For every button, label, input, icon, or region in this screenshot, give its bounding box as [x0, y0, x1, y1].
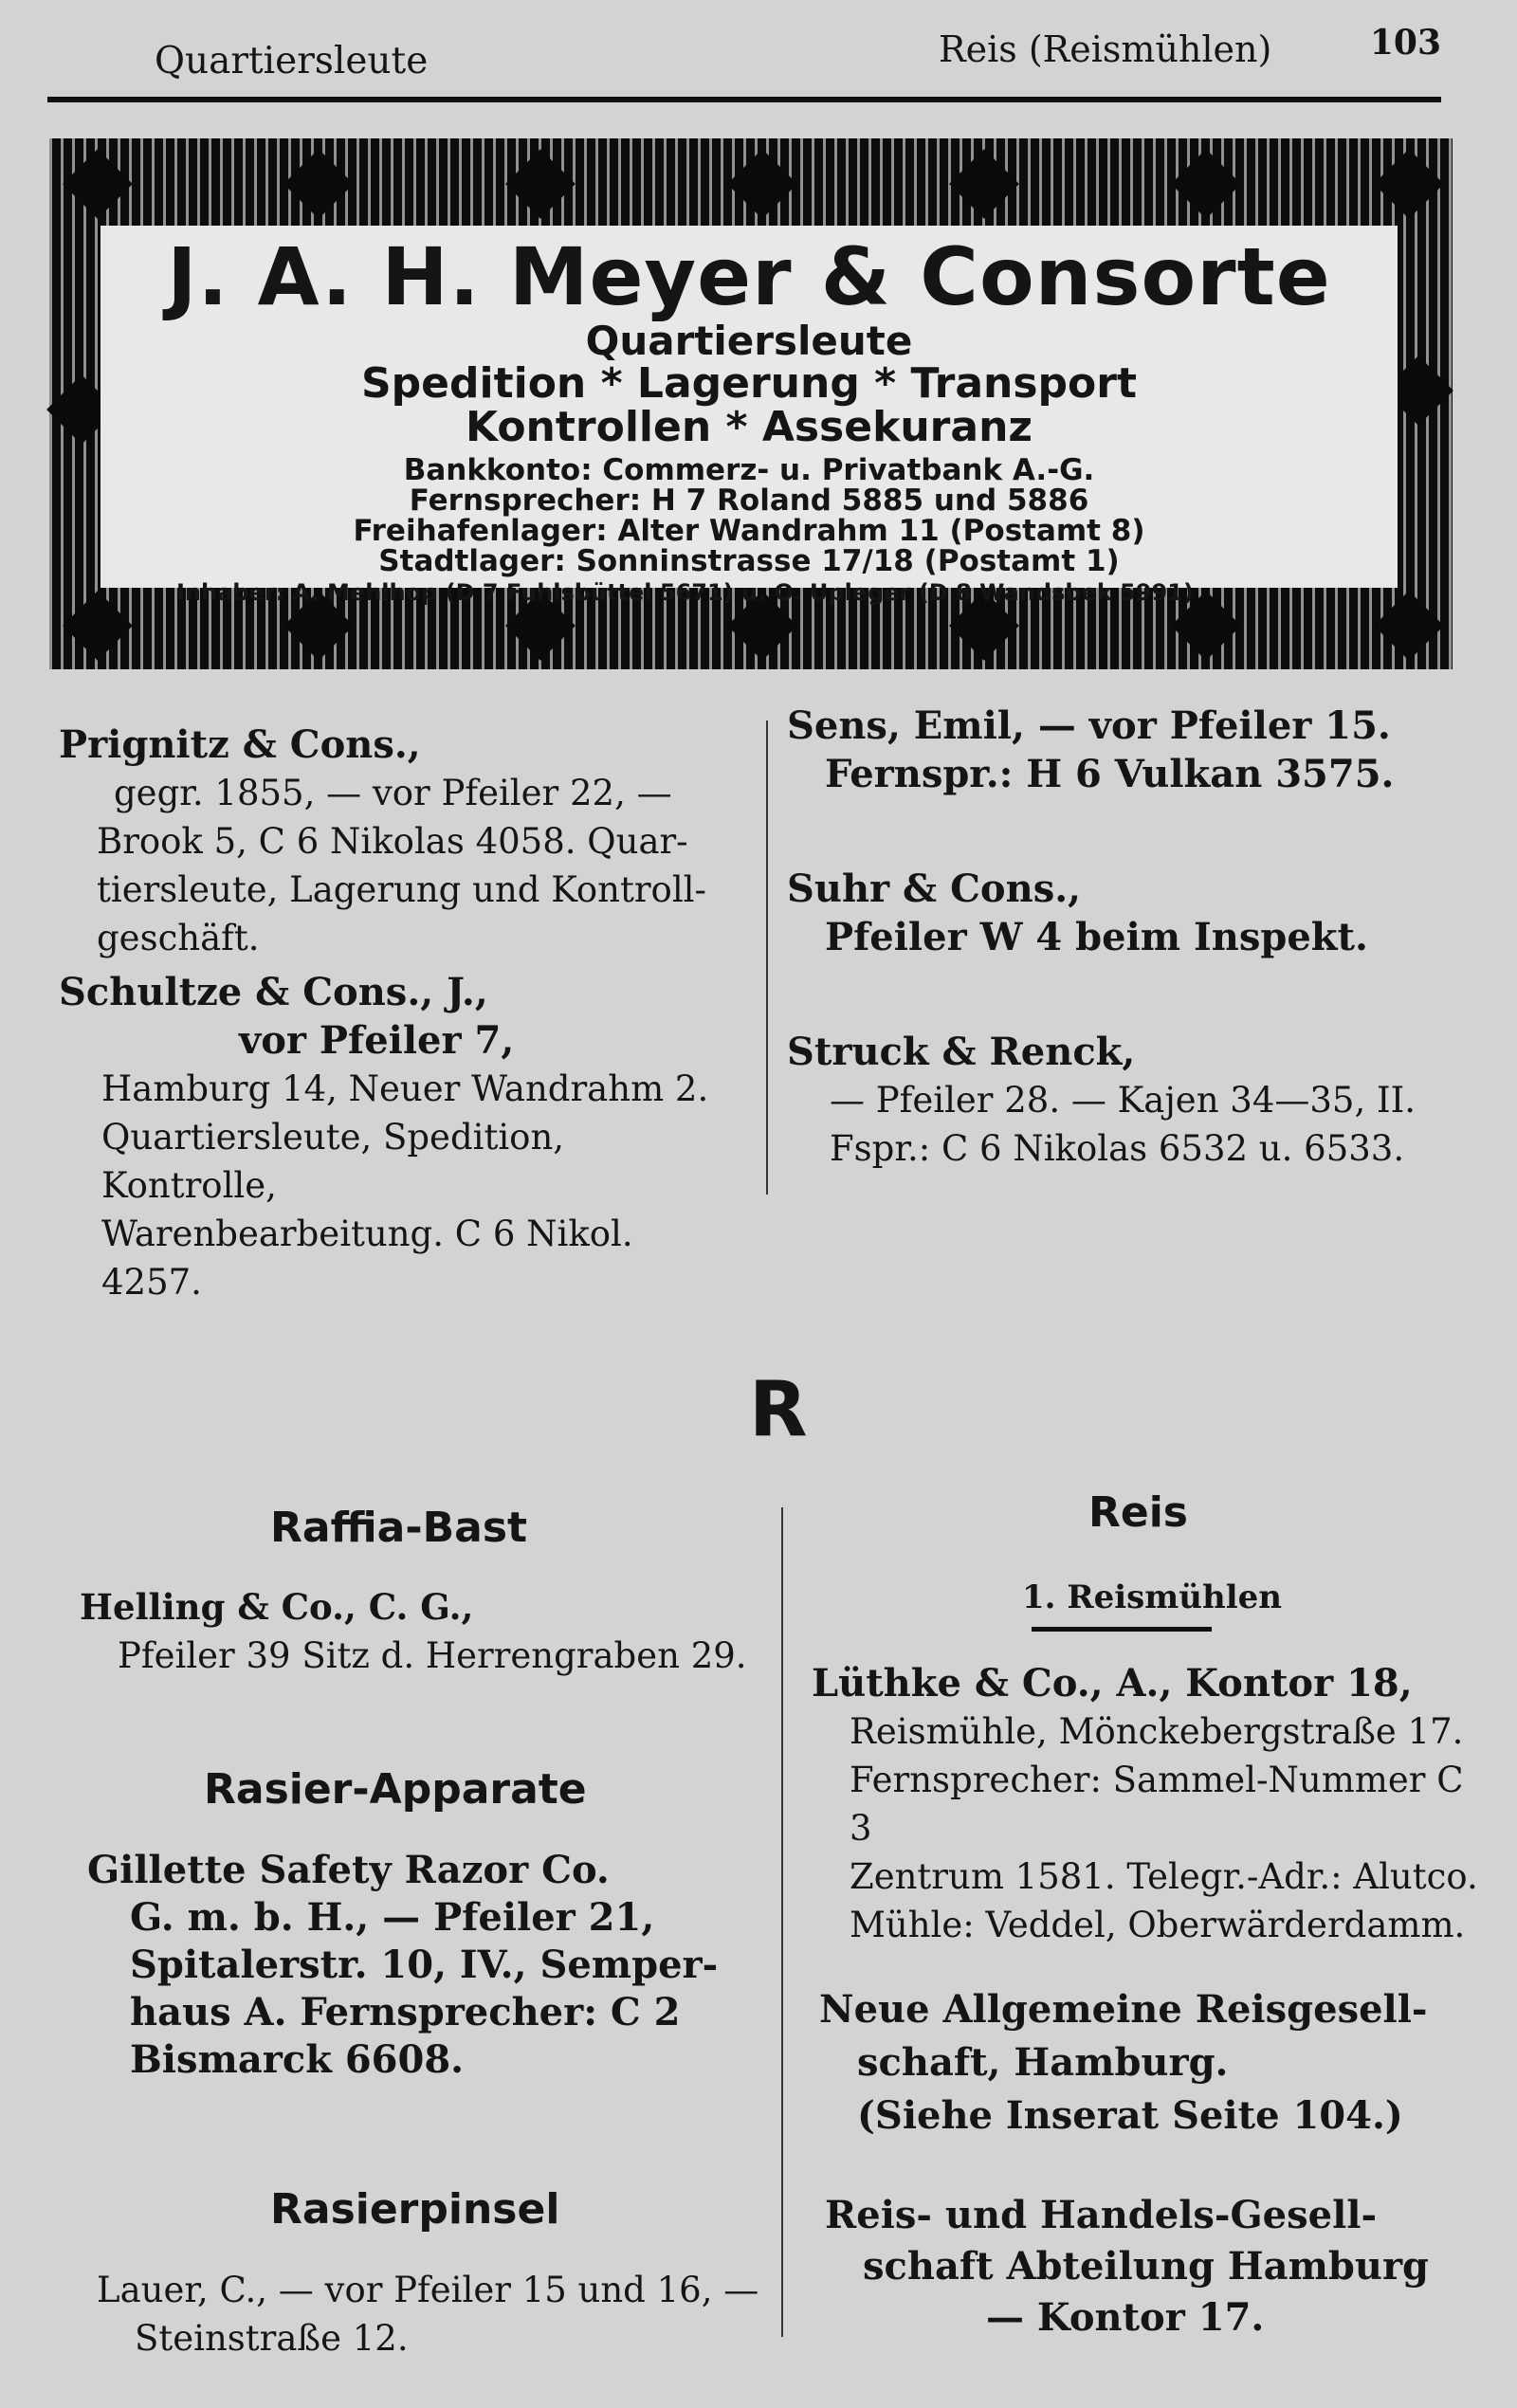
entry-name: Sens, Emil, — vor Pfeiler 15.: [787, 703, 1391, 748]
entry-line: Neue Allgemeine Reisgesell-: [819, 1987, 1428, 2032]
entry-line: Brook 5, C 6 Nikolas 4058. Quar-: [97, 821, 688, 862]
diamond-ornament: [63, 149, 133, 219]
ad-line: Quartiersleute: [585, 318, 913, 364]
entry-name: Lüthke & Co., A., Kontor 18,: [812, 1661, 1413, 1706]
ad-line: Freihafenlager: Alter Wandrahm 11 (Postamt 8): [353, 514, 1145, 548]
entry-name: Fernspr.: H 6 Vulkan 3575.: [825, 752, 1395, 796]
category-heading: Rasierpinsel: [270, 2185, 560, 2234]
upper-left-column: [59, 721, 741, 1306]
entry-line: Mühle: Veddel, Oberwärderdamm.: [850, 1905, 1466, 1945]
entry-line: Hamburg 14, Neuer Wandrahm 2.: [101, 1068, 709, 1109]
entry-line: — Pfeiler 28. — Kajen 34—35, II.: [830, 1080, 1416, 1121]
category-heading: Raffia-Bast: [270, 1504, 528, 1552]
entry-name: Lauer, C., — vor Pfeiler 15 und 16, —: [97, 2270, 759, 2310]
entry-name: vor Pfeiler 7,: [239, 1018, 515, 1063]
lower-left-entry: [97, 2266, 779, 2362]
ad-line: Inhaber: A. Mehlhop (D 7 Fuhlsbüttel 5671) u. O. Upleger (D 8 Wandsbek 5991): [176, 579, 1194, 606]
lower-right-entry: [825, 2190, 1508, 2344]
entry-line: G. m. b. H., — Pfeiler 21,: [130, 1895, 655, 1940]
header-rule: [47, 97, 1441, 102]
upper-right-column: [787, 702, 1470, 1173]
ad-line: Kontrollen * Assekuranz: [466, 403, 1033, 451]
entry-line: Pfeiler 39 Sitz d. Herrengraben 29.: [118, 1635, 747, 1676]
lower-left-entry: [80, 1583, 762, 1680]
entry-line: Reismühle, Mönckebergstraße 17.: [850, 1711, 1464, 1752]
diamond-ornament: [949, 149, 1019, 219]
entry-line: tiersleute, Lagerung und Kontroll-: [97, 869, 706, 910]
category-heading: Reis: [1088, 1488, 1188, 1537]
ad-content: [101, 226, 1398, 606]
subcategory-heading: 1. Reismühlen: [1022, 1578, 1282, 1616]
entry-line: haus A. Fernsprecher: C 2: [130, 1990, 681, 2034]
entry-line: geschäft.: [97, 918, 260, 958]
advertisement-box: [49, 138, 1453, 669]
section-letter: R: [749, 1365, 808, 1453]
ad-line: Bankkonto: Commerz- u. Privatbank A.-G.: [403, 453, 1095, 487]
entry-line: schaft, Hamburg.: [857, 2040, 1229, 2085]
header-topic: Reis (Reismühlen): [939, 28, 1272, 70]
entry-line: Reis- und Handels-Gesell-: [825, 2193, 1378, 2237]
subheading-rule: [1032, 1627, 1212, 1632]
column-divider: [781, 1507, 783, 2337]
diamond-ornament: [1374, 149, 1444, 219]
category-heading: Rasier-Apparate: [204, 1765, 587, 1814]
entry-name: Prignitz & Cons.,: [59, 722, 421, 767]
column-divider: [766, 721, 768, 1195]
entry-line: gegr. 1855, — vor Pfeiler 22, —: [114, 773, 672, 813]
entry-line: Gillette Safety Razor Co.: [87, 1848, 610, 1892]
entry-line: Zentrum 1581. Telegr.-Adr.: Alutco.: [850, 1856, 1478, 1897]
diamond-ornament: [283, 149, 354, 219]
page-number: 103: [1369, 23, 1441, 63]
entry-line: Fspr.: C 6 Nikolas 6532 u. 6533.: [830, 1128, 1405, 1169]
entry-name: Suhr & Cons.,: [787, 867, 1082, 911]
entry-name: Schultze & Cons., J.,: [59, 970, 488, 1014]
lower-right-entry: [819, 1983, 1502, 2143]
entry-line: schaft Abteilung Hamburg: [863, 2244, 1429, 2289]
ad-border-top: [49, 131, 1453, 235]
entry-line: Spitalerstr. 10, IV., Semper-: [130, 1943, 719, 1987]
diamond-ornament: [505, 149, 576, 219]
entry-name: Pfeiler W 4 beim Inspekt.: [825, 915, 1368, 959]
ad-line: Stadtlager: Sonninstrasse 17/18 (Postamt 1): [378, 544, 1120, 578]
entry-line: (Siehe Inserat Seite 104.): [857, 2093, 1403, 2138]
entry-name: Helling & Co., C. G.,: [80, 1586, 474, 1628]
lower-right-entry: [812, 1659, 1494, 1949]
diamond-ornament: [1171, 149, 1241, 219]
entry-line: — Kontor 17.: [986, 2295, 1265, 2340]
diamond-ornament: [727, 149, 797, 219]
entry-line: Quartiersleute, Spedition, Kontrolle,: [101, 1117, 565, 1206]
entry-line: Bismarck 6608.: [130, 2037, 465, 2082]
ad-company-name: J. A. H. Meyer & Consorte: [167, 230, 1331, 323]
entry-name: Struck & Renck,: [787, 1030, 1136, 1074]
header-section-title: Quartiersleute: [155, 40, 429, 82]
entry-line: Warenbearbeitung. C 6 Nikol. 4257.: [101, 1213, 633, 1303]
page-header: [47, 23, 1441, 104]
entry-line: Fernsprecher: Sammel-Nummer C 3: [850, 1760, 1464, 1849]
lower-left-entry: [87, 1847, 770, 2084]
entry-line: Steinstraße 12.: [135, 2318, 409, 2359]
ad-line: Fernsprecher: H 7 Roland 5885 und 5886: [409, 483, 1089, 518]
ad-line: Spedition * Lagerung * Transport: [360, 359, 1138, 408]
